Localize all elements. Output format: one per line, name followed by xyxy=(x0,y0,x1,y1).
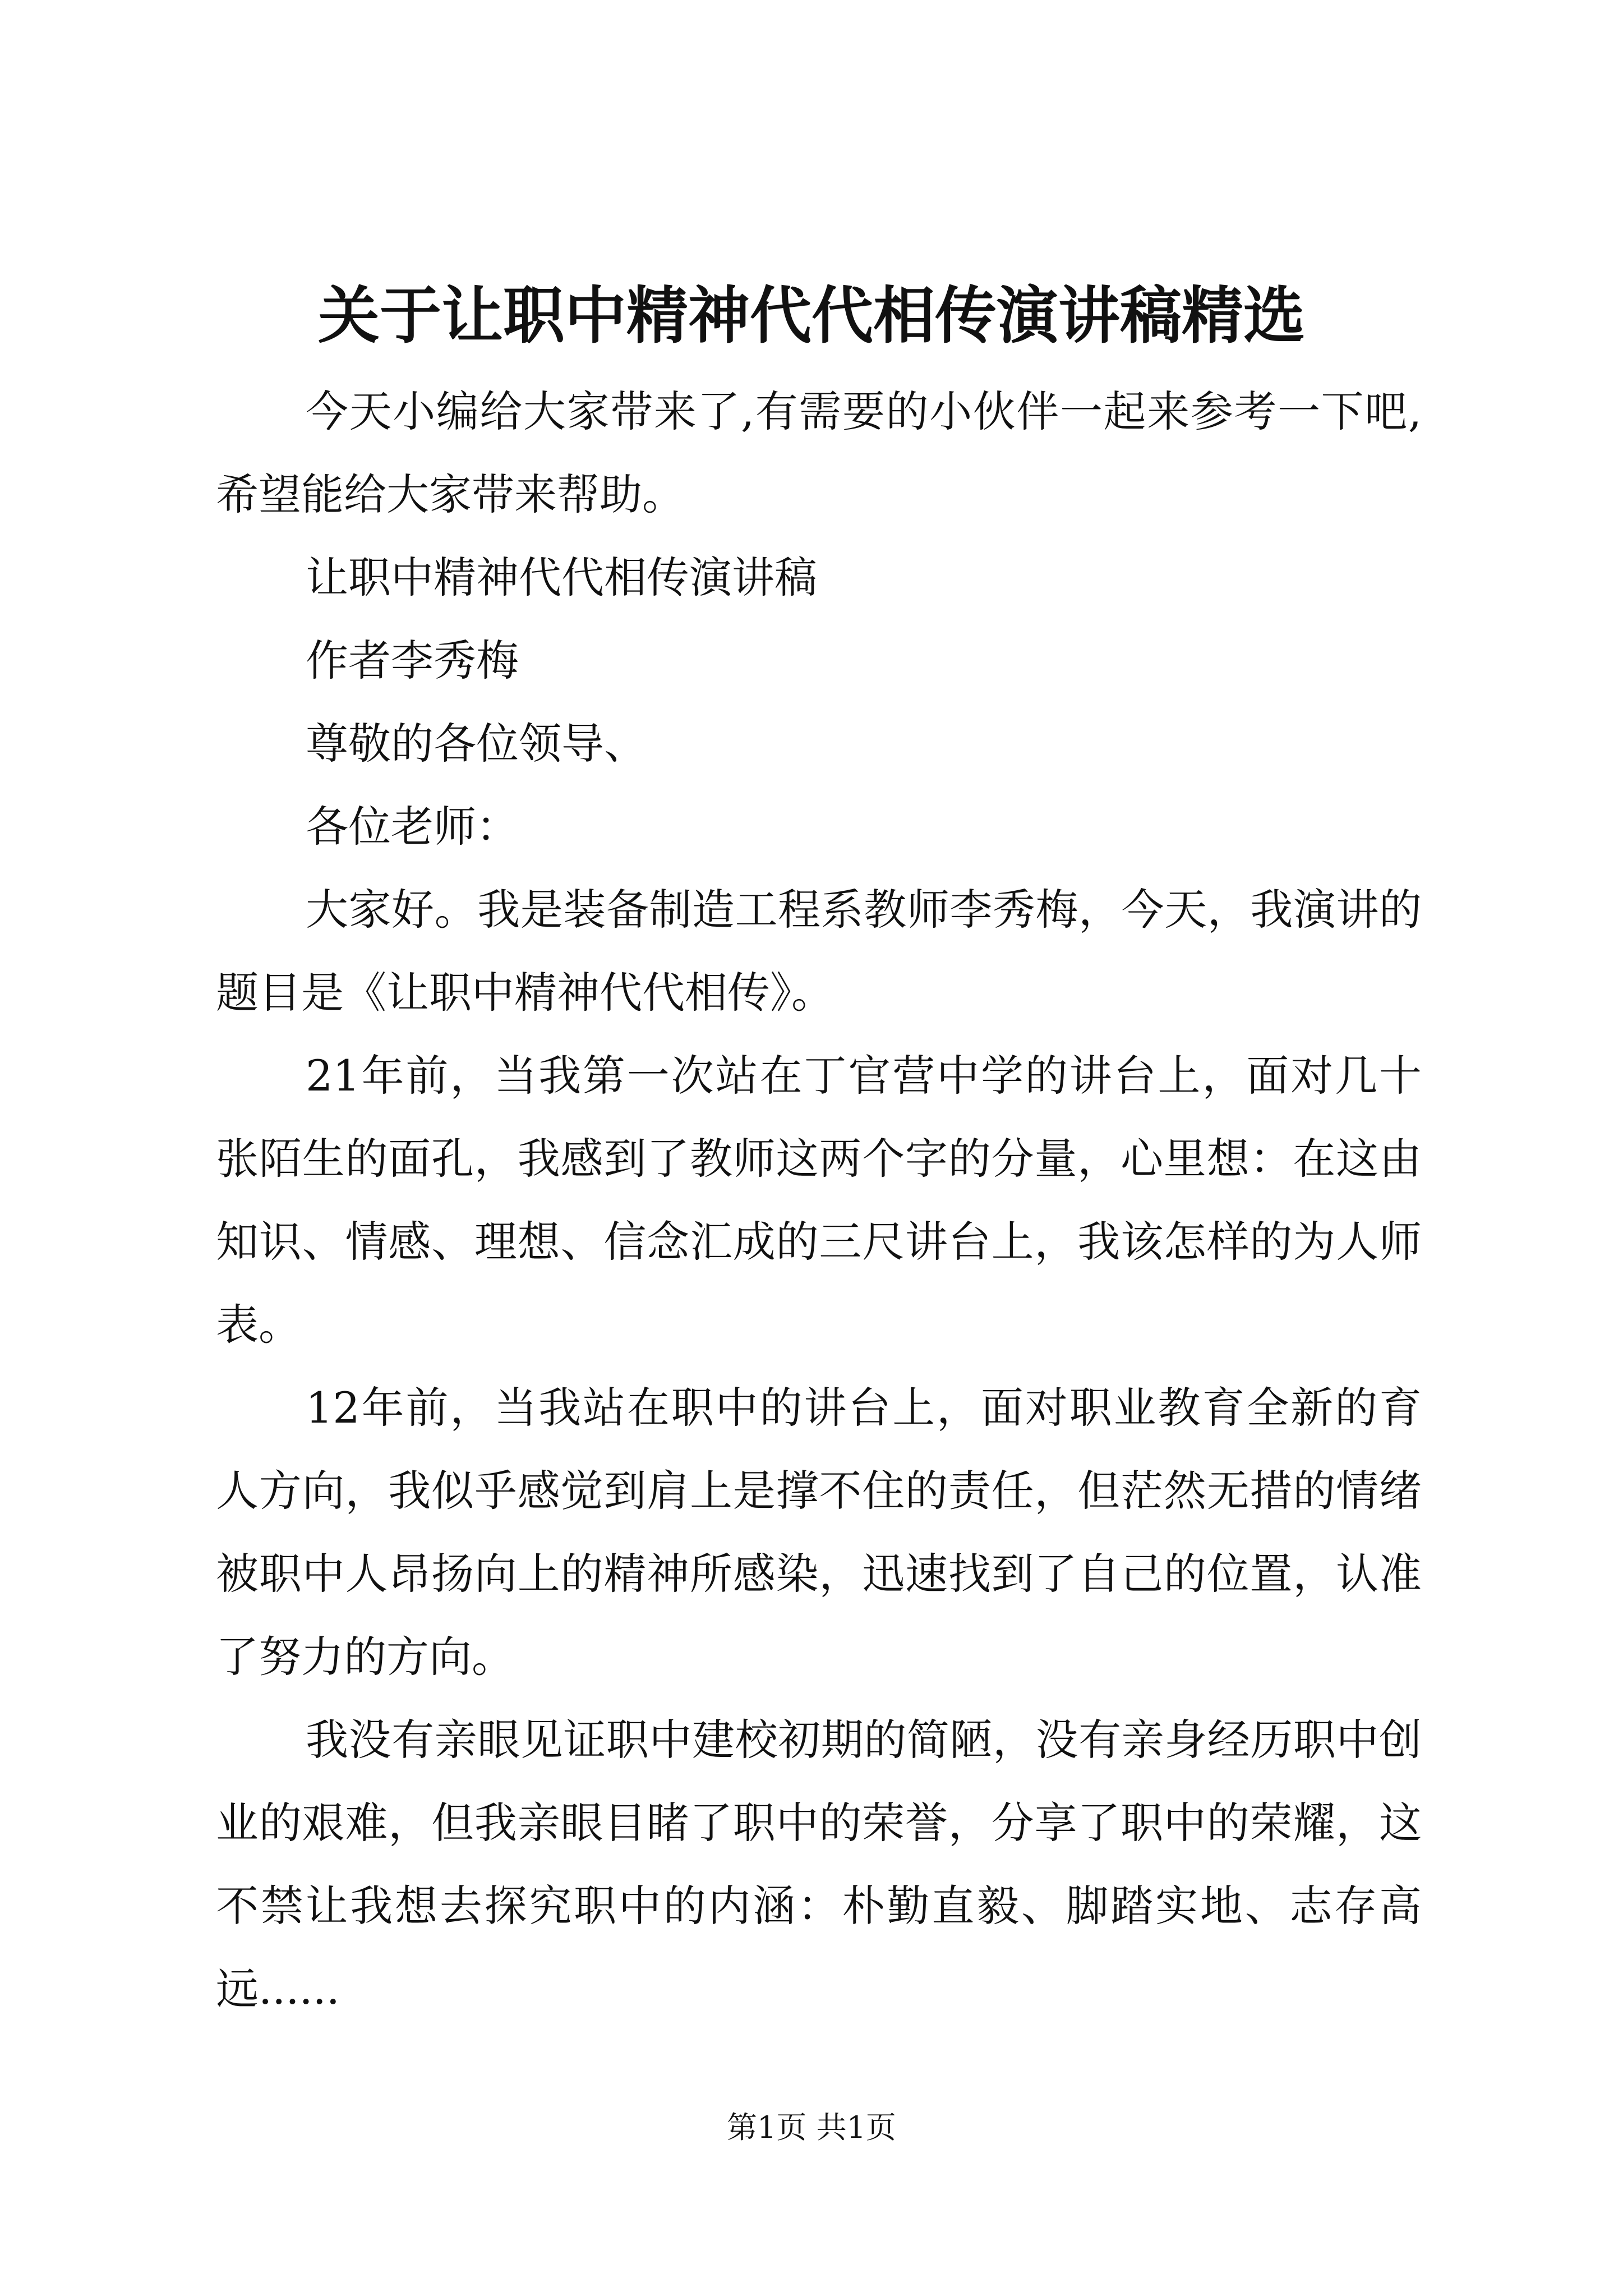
paragraph-12-years: 12年前，当我站在职中的讲台上，面对职业教育全新的育人方向，我似乎感觉到肩上是撑不住的责任，但茫然无措的情绪被职中人昂扬向上的精神所感染，迅速找到了自己的位置，认准了努力的方向。 xyxy=(216,1383,1422,1682)
document-body xyxy=(216,370,1422,2031)
paragraph-greeting: 大家好。我是装备制造工程系教师李秀梅，今天，我演讲的题目是《让职中精神代代相传》。 xyxy=(216,885,1422,1018)
paragraph-speech-title: 让职中精神代代相传演讲稿 xyxy=(306,553,817,602)
paragraph-witness: 我没有亲眼见证职中建校初期的简陋，没有亲身经历职中创业的艰难，但我亲眼目睹了职中的荣誉，分享了职中的荣耀，这不禁让我想去探究职中的内涵：朴勤直毅、脚踏实地、志存高远...... xyxy=(216,1715,1422,2014)
paragraph-salutation-teachers: 各位老师： xyxy=(306,802,519,852)
document-title: 关于让职中精神代代相传演讲稿精选 xyxy=(318,279,1305,352)
page-number-footer: 第1页 共1页 xyxy=(727,2110,896,2145)
paragraph-author: 作者李秀梅 xyxy=(306,636,519,685)
paragraph-21-years: 21年前，当我第一次站在丁官营中学的讲台上，面对几十张陌生的面孔，我感到了教师这两个字的分量，心里想：在这由知识、情感、理想、信念汇成的三尺讲台上，我该怎样的为人师表。 xyxy=(216,1051,1422,1350)
paragraph-salutation-leaders: 尊敬的各位领导、 xyxy=(306,719,647,769)
paragraph-intro: 今天小编给大家带来了,有需要的小伙伴一起来参考一下吧,希望能给大家带来帮助。 xyxy=(216,386,1422,519)
